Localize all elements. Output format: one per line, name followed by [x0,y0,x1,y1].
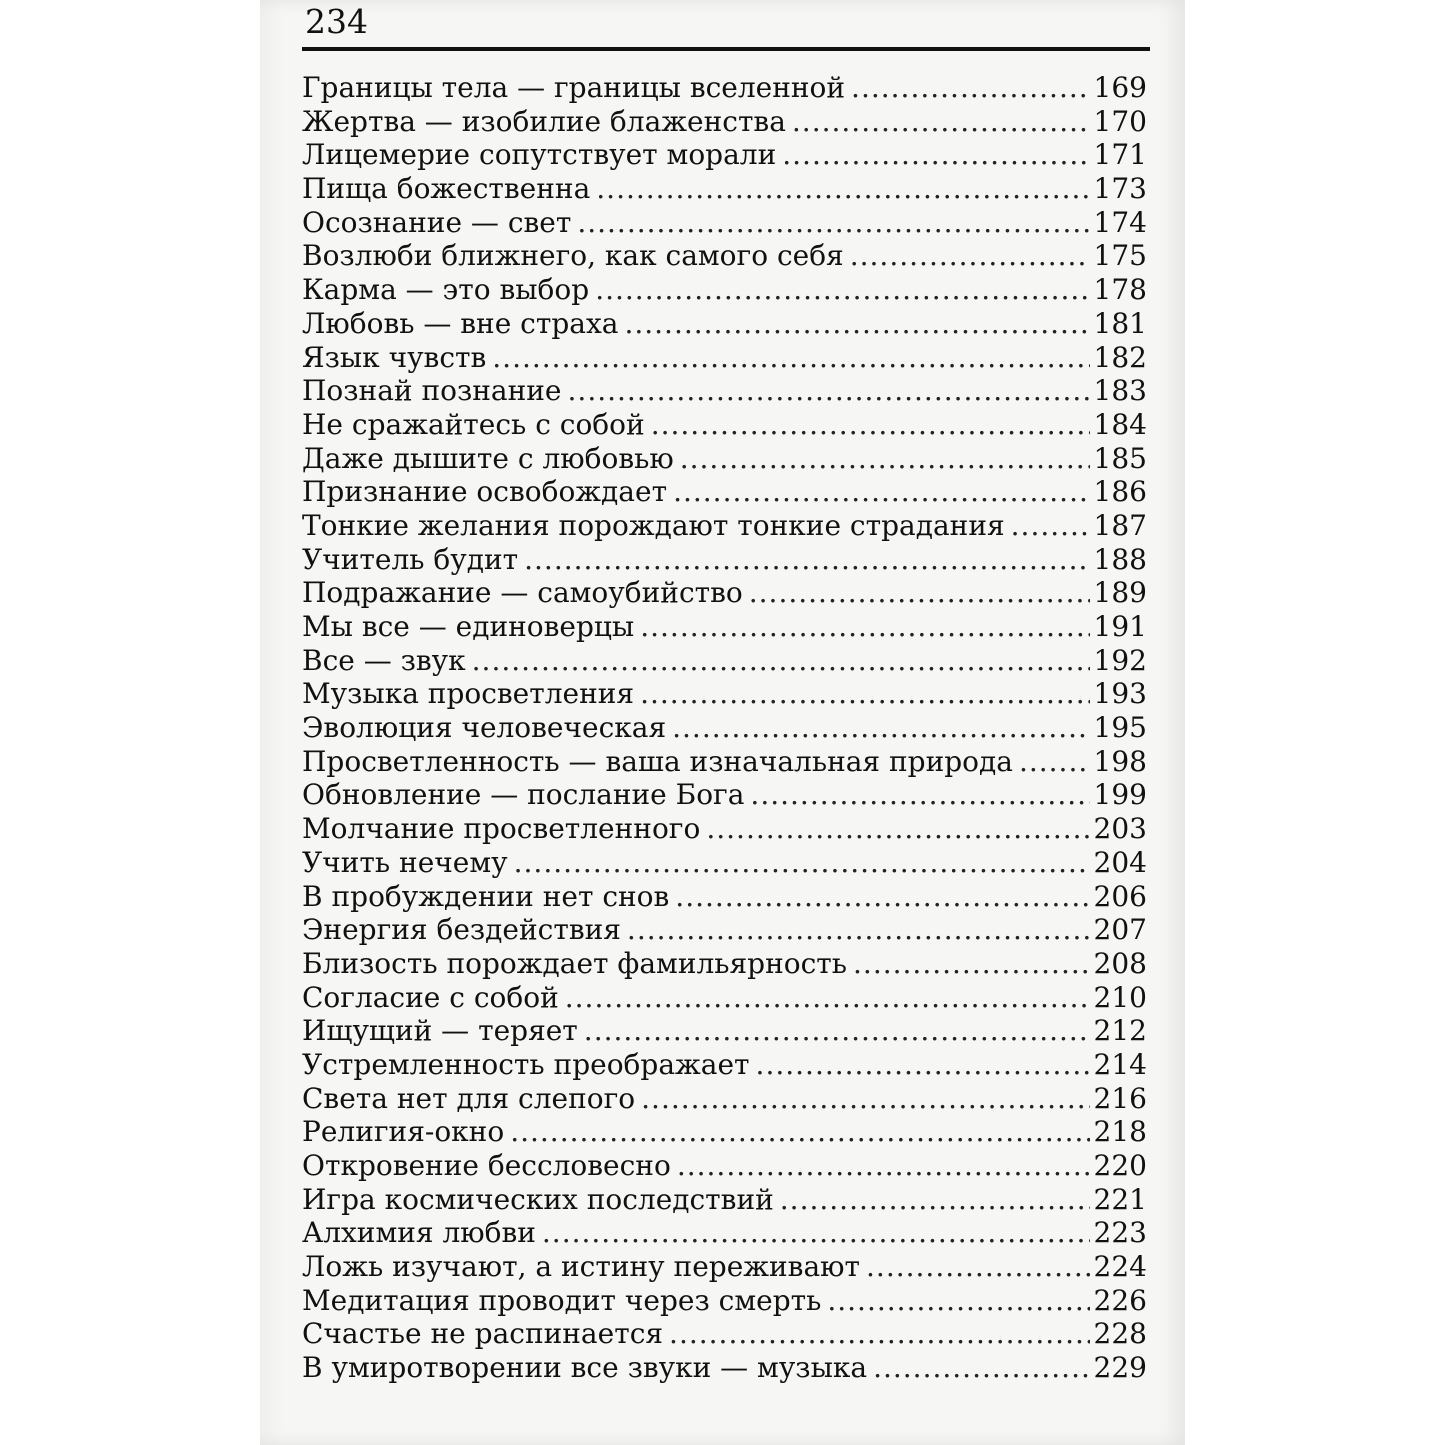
dot-leader [782,138,1089,171]
toc-entry-page: 206 [1093,879,1147,913]
dot-leader [624,307,1089,340]
dot-leader [627,913,1090,946]
toc-entry-page: 192 [1093,643,1147,677]
toc-entry-title: Даже дышите с любовью [302,441,674,475]
toc-entry-page: 218 [1093,1115,1147,1149]
toc-entry [302,576,1147,610]
toc-entry-page: 193 [1093,677,1147,711]
dot-leader [584,1014,1090,1047]
toc-entry-title: Счастье не распинается [302,1317,664,1351]
toc-entry-title: Познай познание [302,374,562,408]
toc-entry-page: 220 [1093,1149,1147,1182]
dot-leader [780,1183,1090,1216]
toc-entry [302,172,1147,206]
toc-entry-page: 203 [1093,812,1147,846]
dot-leader [595,273,1089,306]
dot-leader [672,711,1089,744]
toc-entry-page: 188 [1093,542,1147,576]
dot-leader [792,105,1090,138]
toc-entry [302,1351,1147,1385]
toc-entry-title: Устремленность преображает [302,1047,750,1081]
toc-entry-title: Игра космических последствий [302,1182,774,1216]
toc-entry-page: 208 [1093,946,1147,980]
toc-entry-title: Ищущий — теряет [302,1014,578,1048]
toc-entry-page: 210 [1093,980,1147,1014]
toc-entry-page: 229 [1093,1351,1147,1385]
toc-entry-title: Учитель будит [302,542,519,576]
toc-entry [302,880,1147,914]
toc-entry [302,677,1147,711]
toc-entry-page: 175 [1093,239,1147,273]
toc-entry [302,1149,1147,1183]
dot-leader [827,1284,1089,1317]
table-of-contents [302,71,1147,1385]
toc-entry-page: 174 [1093,205,1147,239]
dot-leader [866,1250,1090,1283]
toc-entry [302,307,1147,341]
toc-entry-page: 173 [1093,172,1147,206]
toc-entry [302,1250,1147,1284]
toc-entry [302,1216,1147,1250]
toc-entry [302,105,1147,139]
toc-entry [302,610,1147,644]
toc-entry-title: Жертва — изобилие блаженства [302,104,786,138]
toc-entry [302,1115,1147,1149]
toc-entry [302,509,1147,543]
toc-entry-page: 198 [1093,744,1147,778]
toc-entry-title: Все — звук [302,643,466,677]
toc-entry-title: Ложь изучают, а истину переживают [302,1250,861,1284]
toc-entry-title: Согласие с собой [302,980,559,1014]
dot-leader [492,341,1089,374]
toc-entry-title: Учить нечему [302,845,508,879]
toc-entry [302,1014,1147,1048]
dot-leader [641,1082,1089,1115]
toc-entry [302,745,1147,779]
dot-leader [677,1149,1090,1182]
toc-entry-page: 189 [1093,576,1147,610]
toc-entry-page: 204 [1093,845,1147,879]
toc-entry-page: 195 [1093,711,1147,745]
toc-entry [302,1183,1147,1217]
toc-entry [302,138,1147,172]
toc-entry-page: 212 [1093,1014,1147,1048]
dot-leader [524,543,1089,576]
toc-entry-page: 185 [1093,441,1147,475]
toc-entry-title: Близость порождает фамильярность [302,946,848,980]
toc-entry-title: Осознание — свет [302,205,572,239]
toc-entry-page: 169 [1093,71,1147,104]
dot-leader [542,1216,1090,1249]
toc-entry-page: 184 [1093,407,1147,441]
toc-entry [302,475,1147,509]
toc-entry-title: Мы все — единоверцы [302,610,635,643]
toc-entry-page: 170 [1093,104,1147,138]
toc-entry [302,71,1147,105]
toc-entry [302,1048,1147,1082]
toc-entry-page: 181 [1093,306,1147,340]
dot-leader [640,677,1089,710]
toc-entry-page: 182 [1093,340,1147,374]
toc-entry [302,341,1147,375]
toc-entry-page: 171 [1093,138,1147,172]
toc-entry-page: 199 [1093,778,1147,812]
toc-entry-page: 178 [1093,273,1147,307]
dot-leader [510,1115,1089,1148]
toc-entry-page: 223 [1093,1216,1147,1250]
toc-entry [302,239,1147,273]
toc-entry-title: Не сражайтесь с собой [302,407,645,441]
toc-entry [302,981,1147,1015]
dot-leader [651,408,1090,441]
toc-entry-title: Лицемерие сопутствует морали [302,138,777,172]
toc-entry [302,1082,1147,1116]
toc-entry-page: 183 [1093,374,1147,408]
toc-entry-page: 226 [1093,1283,1147,1317]
toc-entry-title: В умиротворении все звуки — музыка [302,1351,868,1385]
toc-entry-title: Пища божественна [302,172,591,206]
toc-entry-title: Тонкие желания порождают тонкие страдания [302,508,1005,542]
toc-entry-page: 207 [1093,913,1147,947]
dot-leader [669,1317,1090,1350]
toc-entry-title: Подражание — самоубийство [302,576,743,610]
toc-entry [302,408,1147,442]
toc-entry-title: Молчание просветленного [302,812,701,846]
toc-entry [302,846,1147,880]
dot-leader [577,206,1089,239]
dot-leader [568,374,1090,407]
dot-leader [1019,745,1090,778]
toc-entry-title: Карма — это выбор [302,273,590,307]
dot-leader [756,1048,1090,1081]
dot-leader [640,610,1089,643]
toc-entry-title: Откровение бессловесно [302,1149,671,1182]
dot-leader [750,778,1089,811]
toc-entry-title: В пробуждении нет снов [302,879,670,913]
toc-entry-title: Алхимия любви [302,1216,536,1250]
toc-entry [302,778,1147,812]
dot-leader [853,947,1090,980]
toc-entry-title: Эволюция человеческая [302,711,667,745]
toc-entry-page: 216 [1093,1081,1147,1115]
toc-entry-page: 228 [1093,1317,1147,1351]
header-rule [302,47,1150,51]
toc-entry [302,812,1147,846]
page-number: 234 [305,2,368,41]
toc-entry-title: Медитация проводит через смерть [302,1283,822,1317]
dot-leader [851,71,1090,104]
toc-entry-title: Религия-окно [302,1115,505,1149]
toc-entry-page: 191 [1093,610,1147,643]
toc-entry-page: 221 [1093,1182,1147,1216]
toc-entry-title: Любовь — вне страха [302,306,619,340]
toc-entry-title: Обновление — послание Бога [302,778,745,812]
toc-entry [302,947,1147,981]
dot-leader [472,644,1090,677]
toc-entry-title: Света нет для слепого [302,1081,636,1115]
toc-entry-page: 214 [1093,1047,1147,1081]
toc-entry-page: 224 [1093,1250,1147,1284]
toc-entry [302,644,1147,678]
dot-leader [749,576,1090,609]
dot-leader [680,442,1090,475]
toc-entry-title: Музыка просветления [302,677,635,711]
toc-entry [302,374,1147,408]
toc-entry-title: Энергия бездействия [302,913,621,947]
dot-leader [673,475,1089,508]
dot-leader [706,812,1089,845]
toc-entry [302,206,1147,240]
toc-entry [302,711,1147,745]
dot-leader [1011,509,1090,542]
toc-entry [302,1317,1147,1351]
toc-entry [302,543,1147,577]
toc-entry-title: Язык чувств [302,340,487,374]
toc-entry [302,273,1147,307]
dot-leader [873,1351,1089,1384]
dot-leader [850,239,1090,272]
dot-leader [596,172,1089,205]
toc-entry-title: Границы тела — границы вселенной [302,71,846,104]
toc-entry-title: Просветленность — ваша изначальная природа [302,744,1013,778]
toc-entry-title: Возлюби ближнего, как самого себя [302,239,844,273]
toc-entry-page: 186 [1093,475,1147,509]
toc-entry [302,913,1147,947]
dot-leader [675,880,1089,913]
dot-leader [514,846,1090,879]
toc-entry-title: Признание освобождает [302,475,668,509]
toc-entry [302,1284,1147,1318]
toc-entry [302,442,1147,476]
dot-leader [565,981,1090,1014]
toc-entry-page: 187 [1093,508,1147,542]
